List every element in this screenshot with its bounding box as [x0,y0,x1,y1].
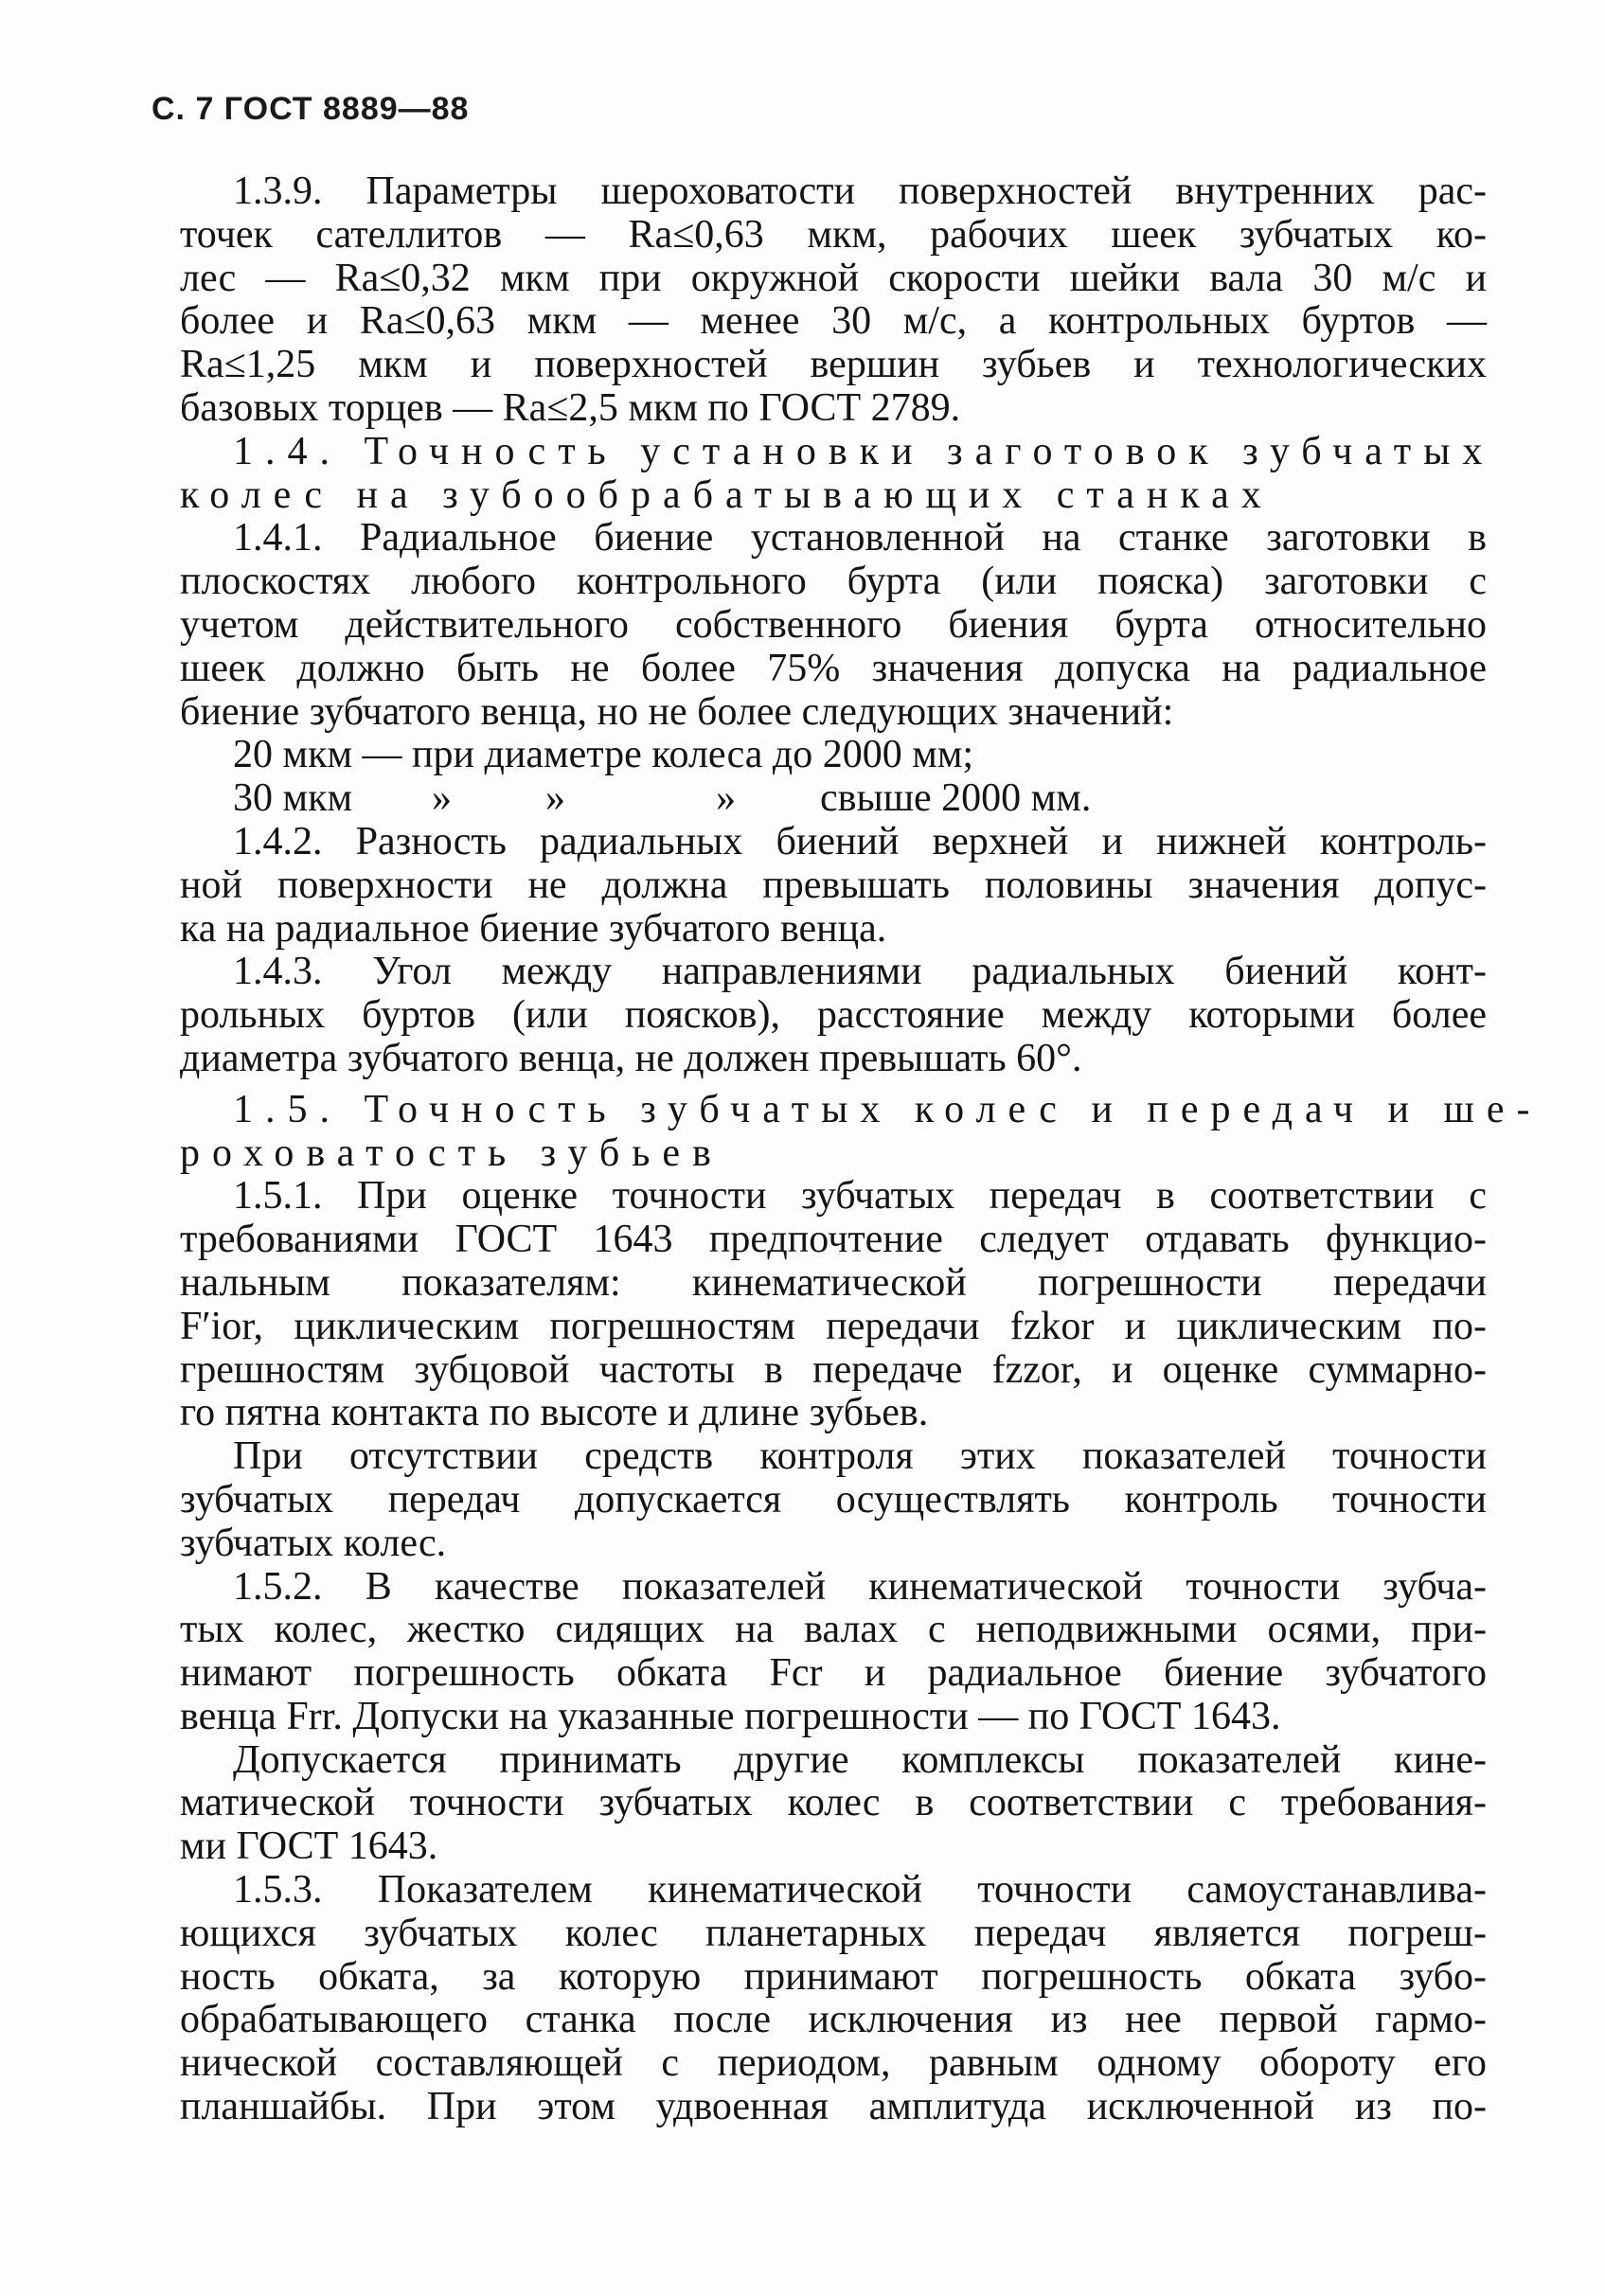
text-line: учетом действительного собственного биения бурта относительно [180,602,1487,647]
text-line: ность обката, за которую принимают погрешность обката зубо- [180,1954,1487,1999]
section-heading: 1.5. Точность зубчатых колес и передач и ше- [233,1087,1543,1131]
text-line: 1.4.1. Радиальное биение установленной на станке заготовки в [233,516,1487,561]
text-line: ка на радиальное биение зубчатого венца. [180,906,887,951]
value-row [180,777,1487,821]
text-line: Ra≤1,25 мкм и поверхностей вершин зубьев и технологических [180,343,1487,387]
ditto-mark: » [716,776,736,821]
section-heading: роховатость зубьев [180,1130,723,1175]
text-line: лес — Ra≤0,32 мкм при окружной скорости шейки вала 30 м/с и [180,256,1487,300]
text-line: нимают погрешность обката Fcr и радиальное биение зубчатого [180,1651,1487,1696]
text-line: более и Ra≤0,63 мкм — менее 30 м/с, а контрольных буртов — [180,299,1487,344]
text-line: F′ior, циклическим погрешностям передачи fzkor и циклическим по- [180,1304,1487,1348]
section-heading: 1.4. Точность установки заготовок зубчатых [233,429,1495,473]
text-line: зубчатых передач допускается осуществлять контроль точности [180,1477,1487,1522]
text-line: шеек должно быть не более 75% значения допуска на радиальное [180,646,1487,690]
ditto-mark: » [545,776,565,821]
text-line: 1.4.3. Угол между направлениями радиальных биений конт- [233,950,1487,994]
text-line: При отсутствии средств контроля этих показателей точности [233,1434,1487,1479]
ditto-mark: » [432,776,452,821]
text-line: нальным показателям: кинематической погрешности передачи [180,1260,1487,1305]
value-cell: свыше 2000 мм. [820,776,1092,821]
text-line: ми ГОСТ 1643. [180,1824,438,1869]
text-line: нической составляющей с периодом, равным одному обороту его [180,2041,1487,2086]
text-line: го пятна контакта по высоте и длине зубьев. [180,1391,929,1435]
text-line: зубчатых колес. [180,1521,447,1565]
text-line: 1.5.2. В качестве показателей кинематической точности зубча- [233,1564,1487,1609]
text-line: планшайбы. При этом удвоенная амплитуда исключенной из по- [180,2085,1487,2129]
text-line: ной поверхности не должна превышать половины значения допус- [180,863,1487,907]
value-cell: 30 мкм [233,776,353,821]
text-line: 1.5.1. При оценке точности зубчатых передач в соответствии с [233,1174,1487,1219]
text-line: 20 мкм — при диаметре колеса до 2000 мм; [233,733,974,777]
text-line: Допускается принимать другие комплексы показателей кине- [233,1737,1487,1782]
text-line: 1.5.3. Показателем кинематической точности самоустанавлива- [233,1868,1487,1913]
text-line: венца Frr. Допуски на указанные погрешности — по ГОСТ 1643. [180,1694,1281,1738]
text-line: 1.3.9. Параметры шероховатости поверхностей внутренних рас- [233,169,1487,213]
document-body [180,169,1543,2129]
text-line: матической точности зубчатых колес в соответствии с требования- [180,1781,1487,1825]
text-line: рольных буртов (или поясков), расстояние между которыми более [180,993,1487,1038]
text-line: биение зубчатого венца, но не более следующих значений: [180,689,1174,734]
text-line: требованиями ГОСТ 1643 предпочтение следует отдавать функцио- [180,1218,1487,1262]
text-line: плоскостях любого контрольного бурта (или пояска) заготовки с [180,560,1487,604]
section-heading: колес на зубообрабатывающих станках [180,472,1274,517]
text-line: грешностям зубцовой частоты в передаче fzzor, и оценке суммарно- [180,1347,1487,1392]
page-header: С. 7 ГОСТ 8889—88 [152,91,470,127]
text-line: тых колес, жестко сидящих на валах с неподвижными осями, при- [180,1608,1487,1652]
text-line: ющихся зубчатых колес планетарных передач является погреш- [180,1911,1487,1955]
text-line: базовых торцев — Ra≤2,5 мкм по ГОСТ 2789. [180,385,961,430]
text-line: точек сателлитов — Ra≤0,63 мкм, рабочих шеек зубчатых ко- [180,212,1487,257]
text-line: 1.4.2. Разность радиальных биений верхней и нижней контроль- [233,819,1487,863]
text-line: диаметра зубчатого венца, не должен превышать 60°. [180,1036,1082,1080]
text-line: обрабатывающего станка после исключения из нее первой гармо- [180,1998,1487,2042]
